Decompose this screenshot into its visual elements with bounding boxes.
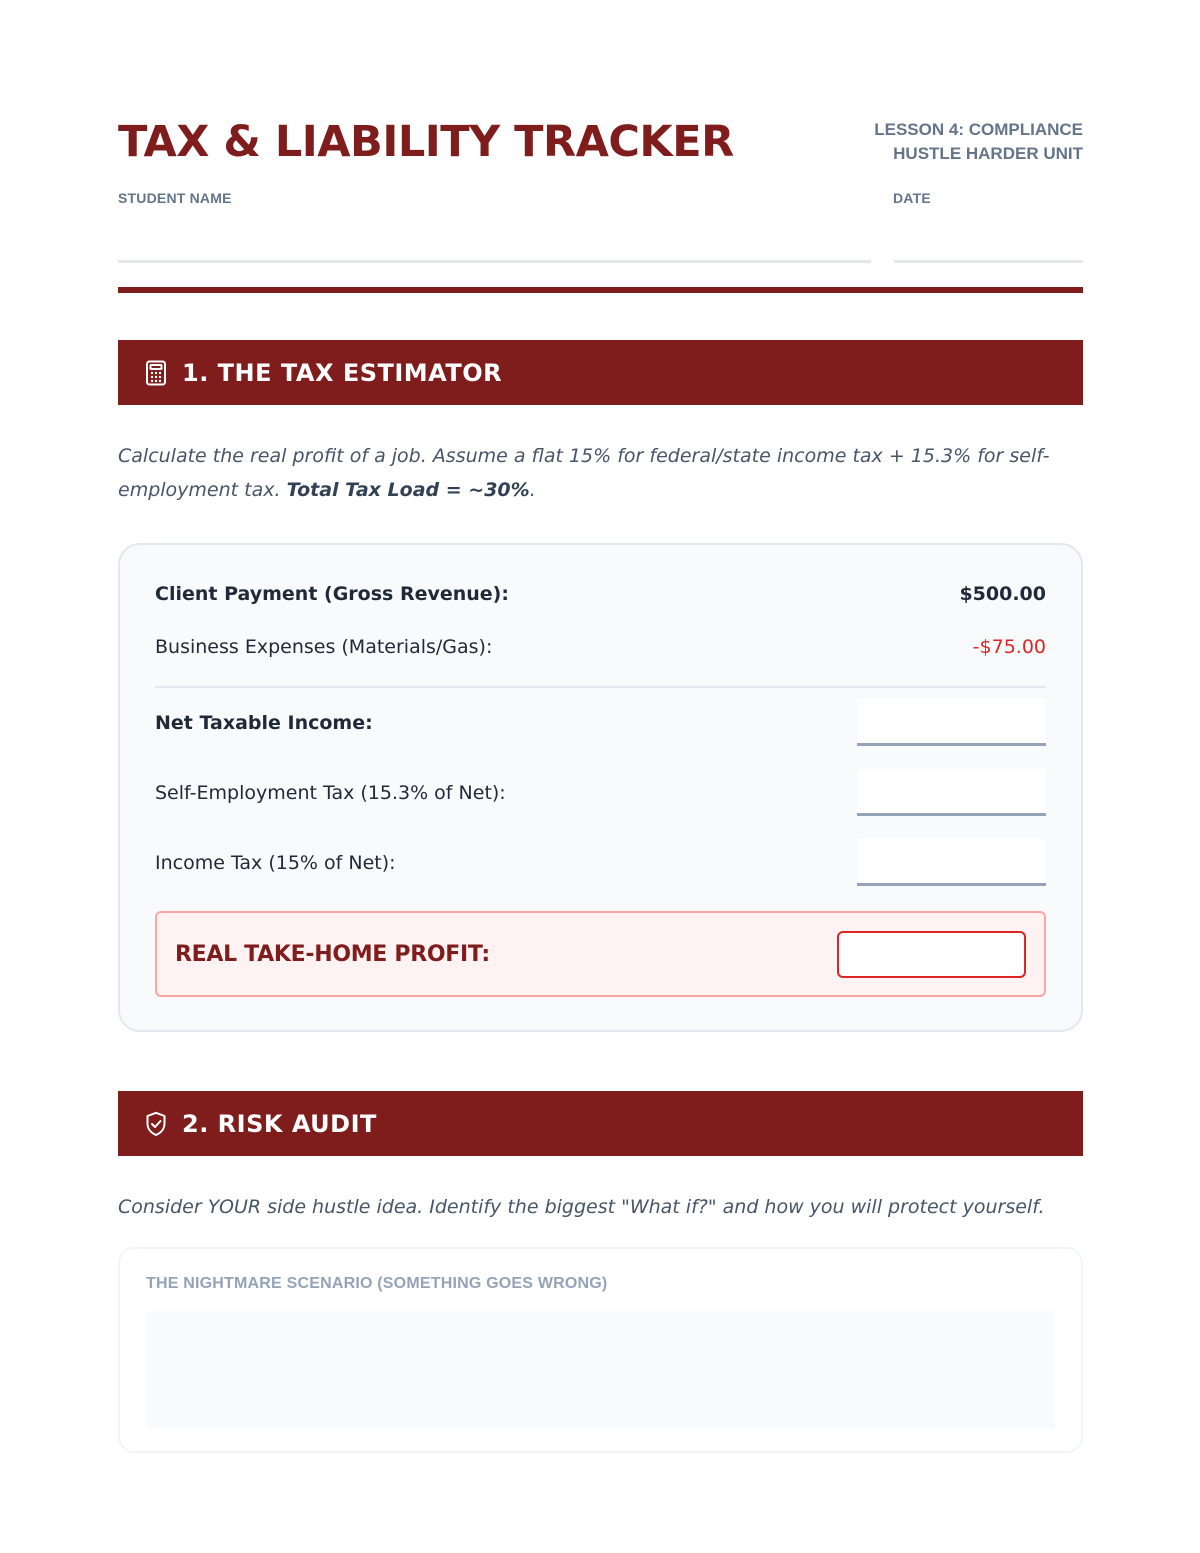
date-field[interactable]	[894, 260, 1083, 263]
intro-end: .	[529, 479, 536, 501]
shield-check-icon	[144, 1111, 168, 1137]
section-risk-audit-header	[118, 1091, 1083, 1156]
lesson-info	[874, 118, 1083, 166]
income-tax-row	[155, 839, 1046, 886]
expenses-row	[155, 632, 1046, 662]
header-divider	[118, 287, 1083, 293]
se-tax-label: Self-Employment Tax (15.3% of Net):	[155, 781, 506, 804]
lesson-number: LESSON 4: COMPLIANCE	[874, 120, 1083, 139]
income-tax-label: Income Tax (15% of Net):	[155, 851, 396, 874]
intro-highlight: Total Tax Load = ~30%	[286, 479, 530, 501]
expenses-label: Business Expenses (Materials/Gas):	[155, 636, 493, 658]
section-tax-intro	[118, 439, 1083, 507]
se-tax-input[interactable]	[857, 769, 1046, 816]
take-home-profit-input[interactable]	[837, 931, 1026, 978]
section-heading: 1. THE TAX ESTIMATOR	[182, 358, 503, 387]
nightmare-scenario-label: THE NIGHTMARE SCENARIO (SOMETHING GOES WRONG)	[146, 1275, 608, 1292]
worksheet-page	[118, 0, 1083, 1553]
se-tax-row	[155, 769, 1046, 816]
gross-revenue-label: Client Payment (Gross Revenue):	[155, 583, 509, 605]
gross-revenue-value: $500.00	[959, 583, 1046, 605]
page-title: TAX & LIABILITY TRACKER	[118, 117, 734, 167]
take-home-profit-row	[155, 911, 1046, 997]
section-tax-estimator-header	[118, 340, 1083, 405]
intro-text: Calculate the real profit of a job. Assume a flat 15% for federal/state income tax + 15.3% for self-employment tax.	[118, 445, 1050, 501]
student-name-label: STUDENT NAME	[118, 190, 232, 206]
income-tax-input[interactable]	[857, 839, 1046, 886]
take-home-profit-label: REAL TAKE-HOME PROFIT:	[175, 941, 490, 967]
tax-estimator-card	[118, 543, 1083, 1032]
unit-name: HUSTLE HARDER UNIT	[893, 144, 1083, 163]
totals-divider	[155, 686, 1046, 688]
gross-revenue-row	[155, 579, 1046, 609]
date-label: DATE	[893, 190, 931, 206]
net-income-label: Net Taxable Income:	[155, 711, 373, 734]
net-income-row	[155, 699, 1046, 746]
section-risk-intro: Consider YOUR side hustle idea. Identify the biggest "What if?" and how you will protect yourself.	[118, 1196, 1045, 1218]
nightmare-scenario-textarea[interactable]	[146, 1311, 1055, 1428]
net-income-input[interactable]	[857, 699, 1046, 746]
expenses-value: -$75.00	[972, 636, 1046, 658]
student-name-field[interactable]	[118, 260, 871, 263]
calculator-icon	[144, 360, 168, 386]
section-heading: 2. RISK AUDIT	[182, 1109, 377, 1138]
nightmare-scenario-card	[118, 1247, 1083, 1453]
